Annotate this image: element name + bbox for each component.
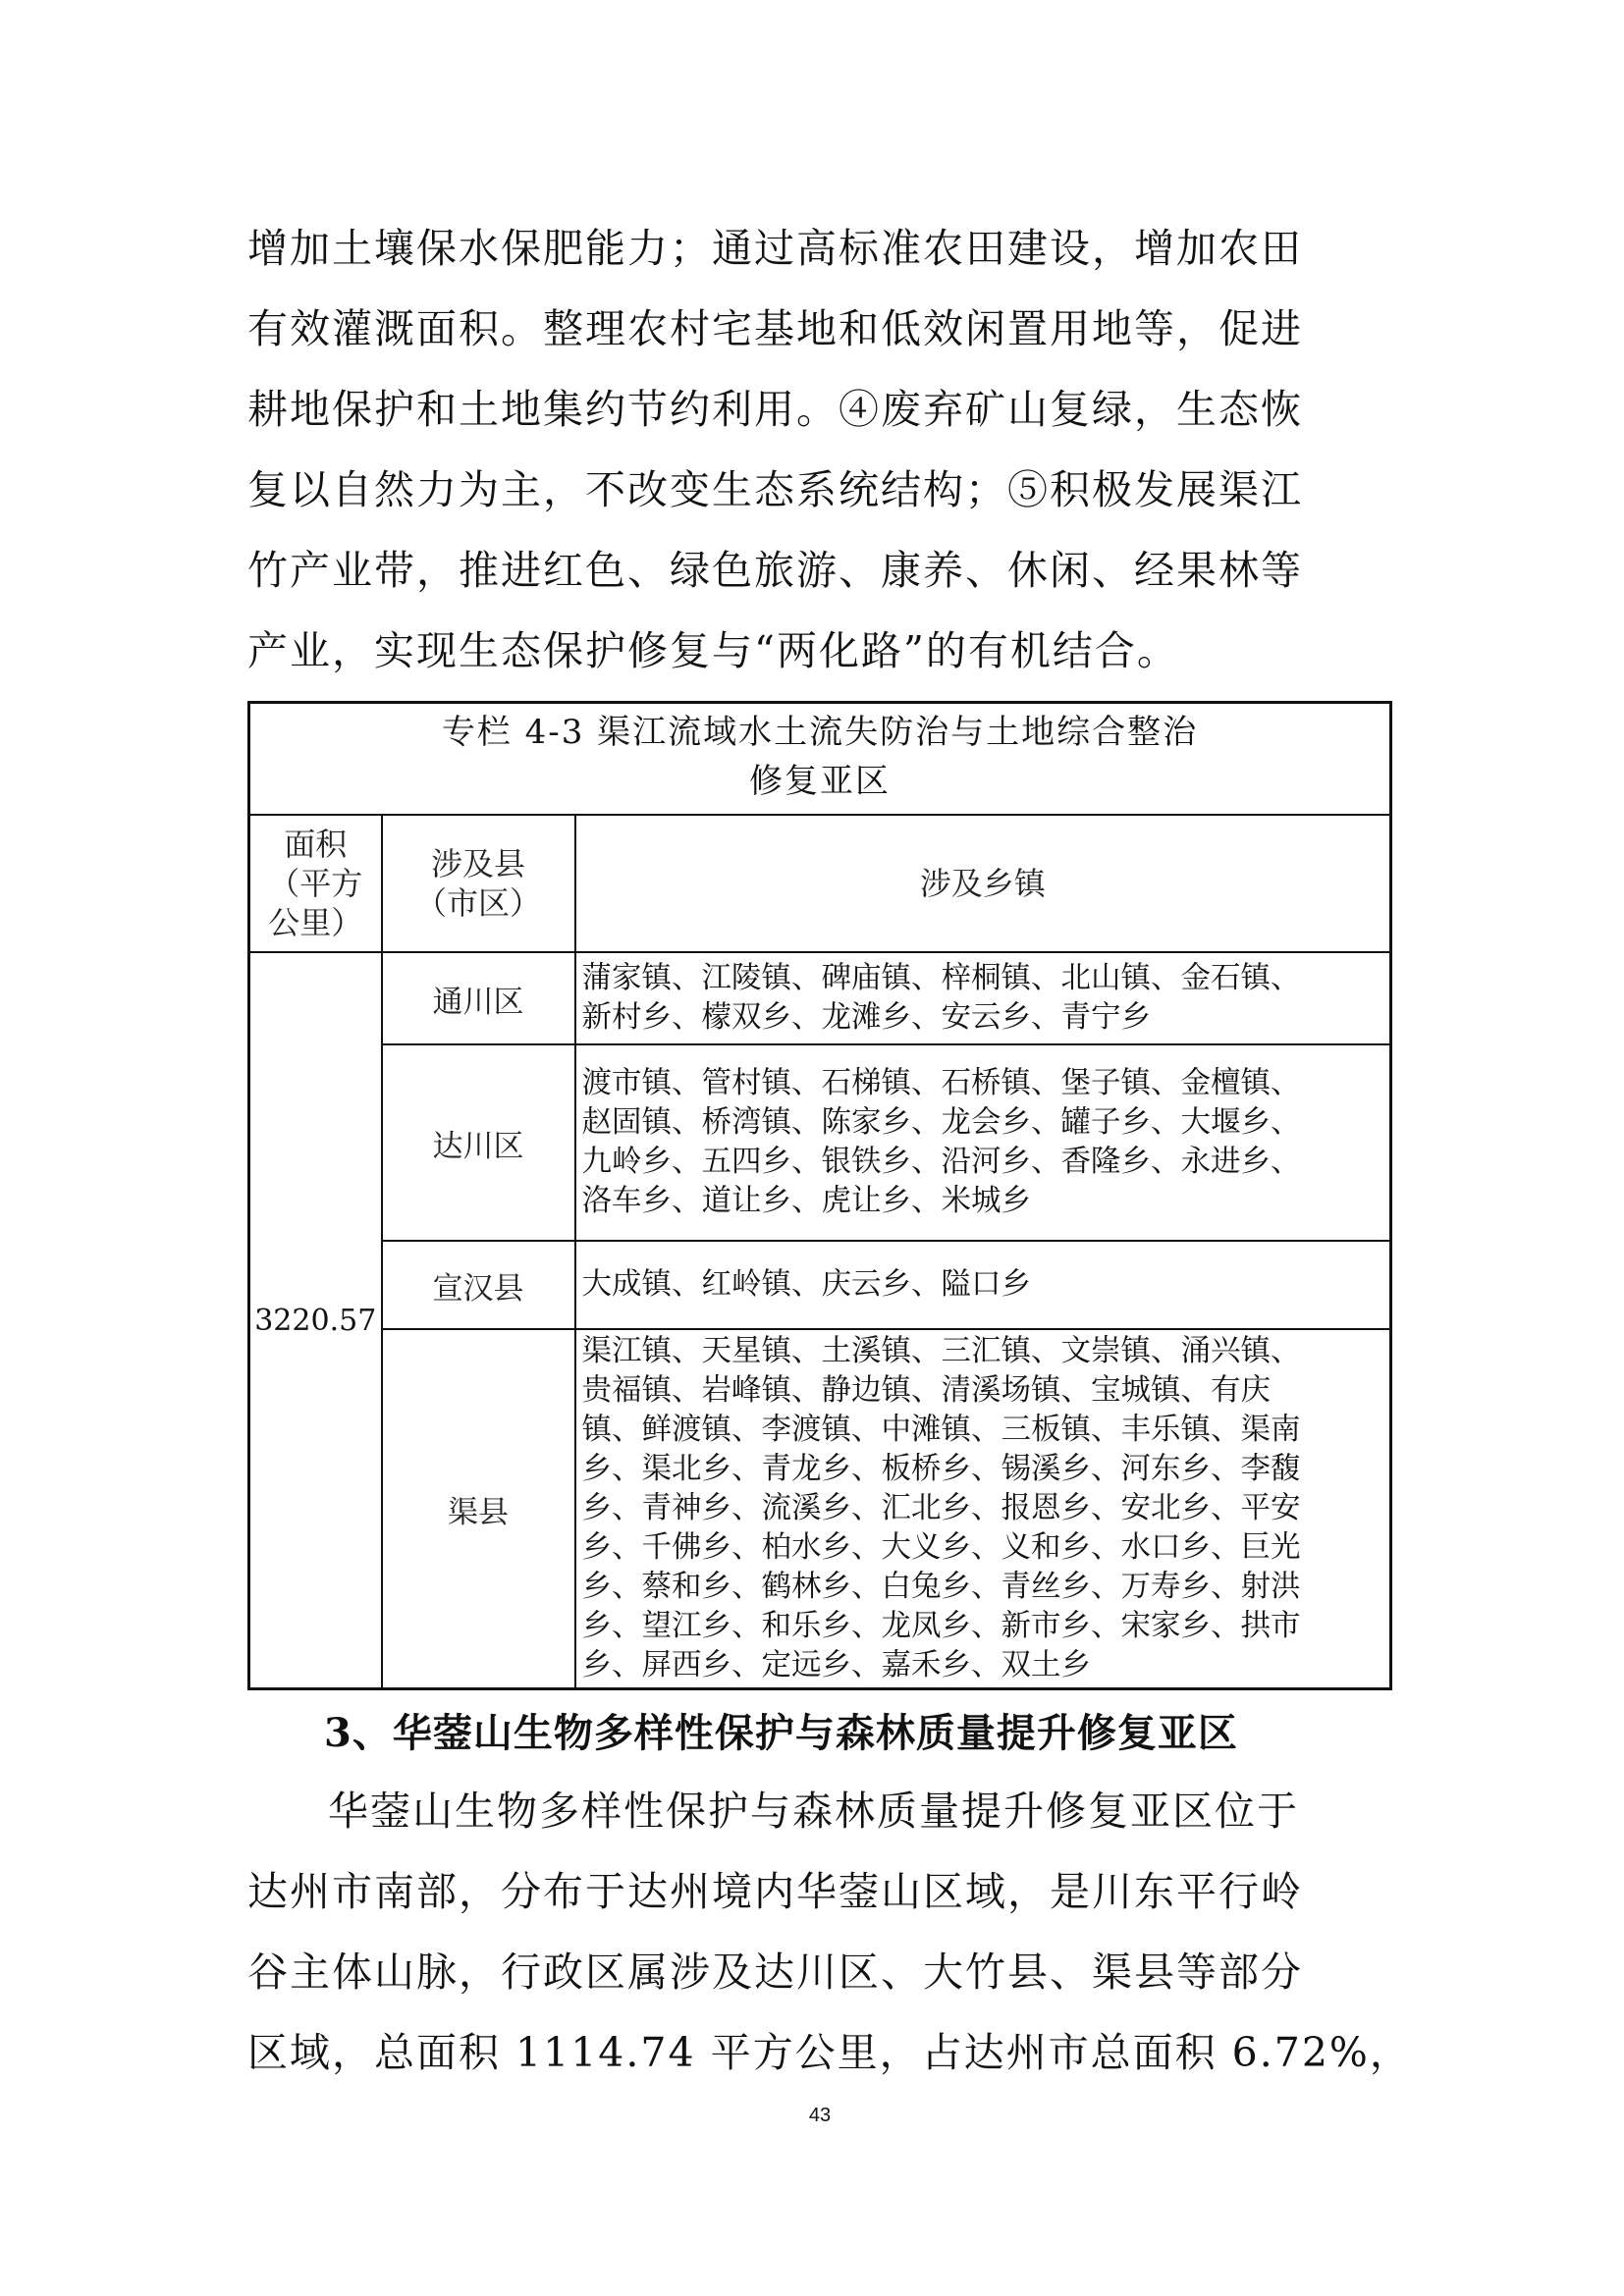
towns-line: 渡市镇、管村镇、石梯镇、石桥镇、堡子镇、金檀镇、 bbox=[581, 1066, 1301, 1100]
towns-line: 乡、青神乡、流溪乡、汇北乡、报恩乡、安北乡、平安 bbox=[581, 1491, 1301, 1525]
towns-line: 乡、千佛乡、柏水乡、大义乡、义和乡、水口乡、巨光 bbox=[581, 1530, 1301, 1565]
paragraph-line: 谷主体山脉，行政区属涉及达川区、大竹县、渠县等部分 bbox=[247, 1949, 1303, 1996]
body-paragraph-2 bbox=[247, 1771, 1412, 2093]
header-area: 面积（平方公里） bbox=[249, 815, 382, 952]
towns-line: 乡、蔡和乡、鹤林乡、白兔乡、青丝乡、万寿乡、射洪 bbox=[581, 1570, 1301, 1604]
table-row bbox=[249, 1329, 1391, 1689]
paragraph-line: 有效灌溉面积。整理农村宅基地和低效闲置用地等，促进 bbox=[247, 305, 1303, 352]
paragraph-line: 竹产业带，推进红色、绿色旅游、康养、休闲、经果林等 bbox=[247, 547, 1303, 594]
sidebar-table-4-3 bbox=[247, 701, 1392, 1690]
header-county: 涉及县（市区） bbox=[382, 815, 575, 952]
paragraph-line: 华蓥山生物多样性保护与森林质量提升修复亚区位于 bbox=[328, 1788, 1299, 1835]
table-header-row bbox=[249, 815, 1391, 952]
table-title bbox=[249, 703, 1391, 816]
table-row bbox=[249, 1241, 1391, 1329]
paragraph-line: 增加土壤保水保肥能力；通过高标准农田建设，增加农田 bbox=[247, 225, 1303, 272]
page-content bbox=[247, 0, 1412, 2130]
paragraph-line: 产业，实现生态保护修复与“两化路”的有机结合。 bbox=[247, 627, 1179, 674]
towns-line: 蒲家镇、江陵镇、碑庙镇、梓桐镇、北山镇、金石镇、 bbox=[581, 961, 1301, 995]
towns-list bbox=[575, 1329, 1391, 1689]
towns-line: 大成镇、红岭镇、庆云乡、隘口乡 bbox=[581, 1267, 1031, 1302]
towns-line: 乡、屏西乡、定远乡、嘉禾乡、双土乡 bbox=[581, 1648, 1091, 1682]
table-row bbox=[249, 1044, 1391, 1241]
towns-line: 渠江镇、天星镇、土溪镇、三汇镇、文崇镇、涌兴镇、 bbox=[581, 1334, 1301, 1368]
towns-line: 贵福镇、岩峰镇、静边镇、清溪场镇、宝城镇、有庆 bbox=[581, 1373, 1271, 1408]
header-towns: 涉及乡镇 bbox=[575, 815, 1391, 952]
paragraph-line: 区域，总面积 1114.74 平方公里，占达州市总面积 6.72%， bbox=[247, 2029, 1412, 2076]
paragraph-line: 达州市南部，分布于达州境内华蓥山区域，是川东平行岭 bbox=[247, 1868, 1303, 1915]
towns-list bbox=[575, 952, 1391, 1044]
county-name: 渠县 bbox=[382, 1329, 575, 1689]
towns-line: 新村乡、檬双乡、龙滩乡、安云乡、青宁乡 bbox=[581, 1000, 1151, 1035]
towns-list bbox=[575, 1241, 1391, 1329]
paragraph-line: 耕地保护和土地集约节约利用。④废弃矿山复绿，生态恢 bbox=[247, 386, 1303, 433]
table-title-line: 修复亚区 bbox=[749, 762, 891, 801]
body-paragraph-1 bbox=[247, 208, 1392, 691]
section-heading: 3、华蓥山生物多样性保护与森林质量提升修复亚区 bbox=[324, 1710, 1238, 1756]
table-title-row bbox=[249, 703, 1391, 816]
towns-line: 九岭乡、五四乡、银铁乡、沿河乡、香隆乡、永进乡、 bbox=[581, 1145, 1301, 1179]
towns-line: 镇、鲜渡镇、李渡镇、中滩镇、三板镇、丰乐镇、渠南 bbox=[581, 1413, 1301, 1447]
towns-list bbox=[575, 1044, 1391, 1241]
towns-line: 乡、渠北乡、青龙乡、板桥乡、锡溪乡、河东乡、李馥 bbox=[581, 1452, 1301, 1486]
towns-line: 乡、望江乡、和乐乡、龙凤乡、新市乡、宋家乡、拱市 bbox=[581, 1609, 1301, 1643]
table-row bbox=[249, 952, 1391, 1044]
paragraph-line: 复以自然力为主，不改变生态系统结构；⑤积极发展渠江 bbox=[247, 466, 1303, 513]
towns-line: 赵固镇、桥湾镇、陈家乡、龙会乡、罐子乡、大堰乡、 bbox=[581, 1105, 1301, 1140]
county-name: 宣汉县 bbox=[382, 1241, 575, 1329]
table-title-line: 专栏 4-3 渠江流域水土流失防治与土地综合整治 bbox=[441, 713, 1199, 752]
towns-line: 洛车乡、道让乡、虎让乡、米城乡 bbox=[581, 1184, 1031, 1218]
county-name: 达川区 bbox=[382, 1044, 575, 1241]
page-number: 43 bbox=[808, 2105, 832, 2126]
county-name: 通川区 bbox=[382, 952, 575, 1044]
area-value: 3220.57 bbox=[249, 952, 382, 1689]
